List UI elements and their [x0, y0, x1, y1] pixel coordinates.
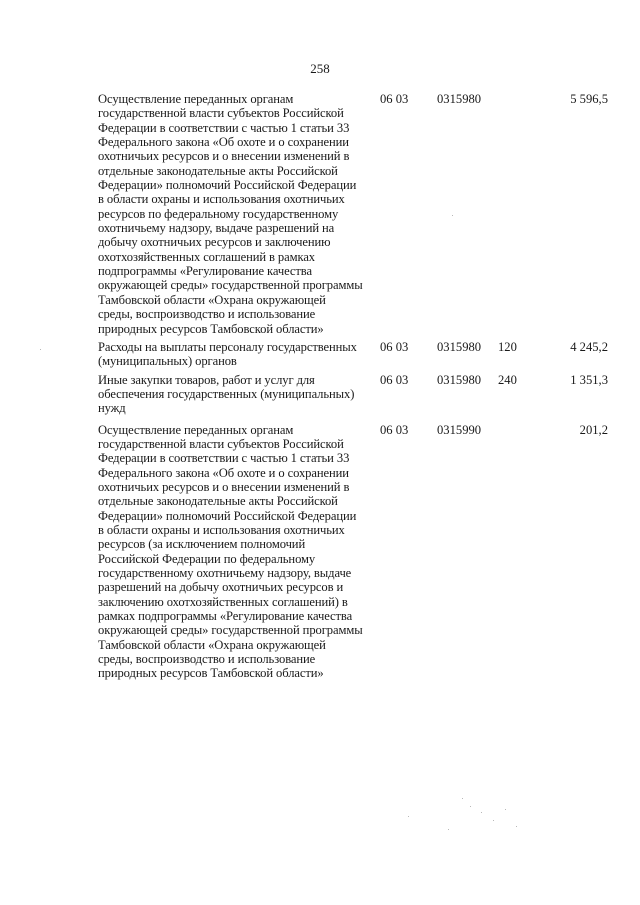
scan-speck — [470, 806, 471, 807]
row-razdel: 06 03 — [380, 92, 409, 106]
row-amount: 1 351,3 — [570, 372, 608, 387]
scan-speck — [462, 798, 463, 799]
row-target-article: 0315980 — [437, 92, 482, 106]
scan-speck — [516, 826, 517, 827]
row-amount: 201,2 — [579, 422, 608, 437]
table-row — [98, 423, 608, 681]
row-amount: 4 245,2 — [570, 339, 608, 354]
row-razdel: 06 03 — [380, 372, 409, 387]
page-number: 258 — [310, 61, 330, 76]
table-row — [98, 373, 608, 416]
scan-speck — [452, 215, 453, 216]
row-razdel: 06 03 — [380, 339, 409, 354]
table-row — [98, 340, 608, 369]
row-amount: 5 596,5 — [570, 92, 608, 106]
row-expense-type: 120 — [498, 339, 517, 354]
row-description: Осуществление переданных органам государственной власти субъектов Российской Федерации в соответствии с частью 1 статьи 33 Федерального закона «Об охоте и о сохранении охотничьих ресурсов и о внесении изменений в отдельные законодательные акты Российской Федерации» полномочий Российской Федерации в области охраны и использования охотничьих ресурсов (за исключением полномочий Российской Федерации по федеральному государственному охотничьему надзору, выдаче разрешений на добычу охотничьих ресурсов и заключению охотхозяйственных соглашений) в рамках подпрограммы «Регулирование качества окружающей среды» государственной программы Тамбовской области «Охрана окружающей среды, воспроизводство и использование природных ресурсов Тамбовской области» — [98, 422, 363, 681]
row-expense-type: 240 — [498, 372, 517, 387]
scan-speck — [448, 829, 449, 830]
table-row — [98, 92, 608, 336]
scan-speck — [505, 809, 506, 810]
scan-speck — [481, 812, 482, 813]
row-target-article: 0315980 — [437, 372, 482, 387]
row-description: Осуществление переданных органам государственной власти субъектов Российской Федерации в соответствии с частью 1 статьи 33 Федерального закона «Об охоте и о сохранении охотничьих ресурсов и о внесении изменений в отдельные законодательные акты Российской Федерации» полномочий Российской Федерации в области охраны и использования охотничьих ресурсов по федеральному государственному охотничьему надзору, выдаче разрешений на добычу охотничьих ресурсов и заключению охотхозяйственных соглашений в рамках подпрограммы «Регулирование качества окружающей среды» государственной программы Тамбовской области «Охрана окружающей среды, воспроизводство и использование природных ресурсов Тамбовской области» — [98, 92, 363, 336]
scan-speck — [40, 349, 41, 350]
scan-speck — [493, 820, 494, 821]
row-target-article: 0315990 — [437, 422, 482, 437]
row-description: Расходы на выплаты персоналу государственных (муниципальных) органов — [98, 339, 357, 369]
scan-speck — [408, 816, 409, 817]
budget-table — [98, 92, 608, 687]
row-target-article: 0315980 — [437, 339, 482, 354]
row-description: Иные закупки товаров, работ и услуг для обеспечения государственных (муниципальных) нужд — [98, 372, 355, 416]
row-razdel: 06 03 — [380, 422, 409, 437]
